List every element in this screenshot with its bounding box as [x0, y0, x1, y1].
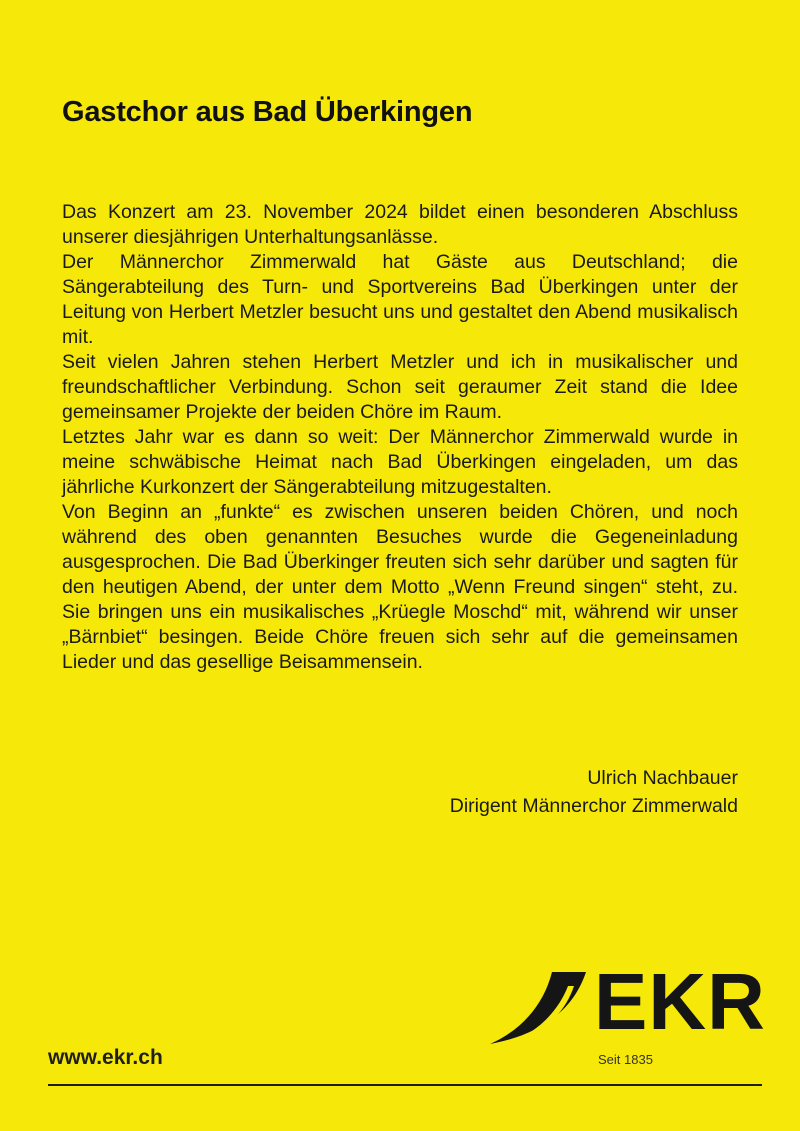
logo-since: Seit 1835	[598, 1052, 653, 1067]
page-title: Gastchor aus Bad Überkingen	[62, 96, 473, 128]
paragraph: Letztes Jahr war es dann so weit: Der Männerchor Zimmerwald wurde in meine schwäbische Heimat nach Bad Überkingen eingeladen, um das jährliche Kurkonzert der Sängerabteilung mitzugestalten.	[62, 426, 738, 498]
paragraph: Von Beginn an „funkte“ es zwischen unseren beiden Chören, und noch während des oben genannten Besuches wurde die Gegeneinladung ausgesprochen. Die Bad Überkinger freuten sich sehr darüber und sagten für den heutigen Abend, der unter dem Motto „Wenn Freund singen“ steht, zu. Sie bringen uns ein musikalisches „Krüegle Moschd“ mit, während wir unser „Bärnbiet“ besingen. Beide Chöre freuen sich sehr auf die gemeinsamen Lieder und das gesellige Beisammensein.	[62, 501, 738, 673]
paragraph: Seit vielen Jahren stehen Herbert Metzler und ich in musikalischer und freundschaftlicher Verbindung. Schon seit geraumer Zeit stand die Idee gemeinsamer Projekte der beiden Chöre im Raum.	[62, 351, 738, 423]
website-link[interactable]: www.ekr.ch	[48, 1046, 163, 1069]
footer-divider	[48, 1084, 762, 1086]
signature-block	[450, 764, 738, 820]
ekr-logo	[488, 957, 766, 1074]
ekr-swoosh-icon	[488, 970, 588, 1046]
paragraph: Der Männerchor Zimmerwald hat Gäste aus Deutschland; die Sängerabteilung des Turn- und Sportvereins Bad Überkingen unter der Leitung von Herbert Metzler besucht uns und gestaltet den Abend musikalisch mit.	[62, 251, 738, 348]
logo-wordmark: EKR	[594, 957, 766, 1046]
paragraph: Das Konzert am 23. November 2024 bildet einen besonderen Abschluss unserer diesjährigen Unterhaltungsanlässe.	[62, 201, 738, 248]
signature-role: Dirigent Männerchor Zimmerwald	[449, 795, 738, 817]
article-body	[62, 200, 738, 675]
signature-name: Ulrich Nachbauer	[587, 767, 738, 789]
